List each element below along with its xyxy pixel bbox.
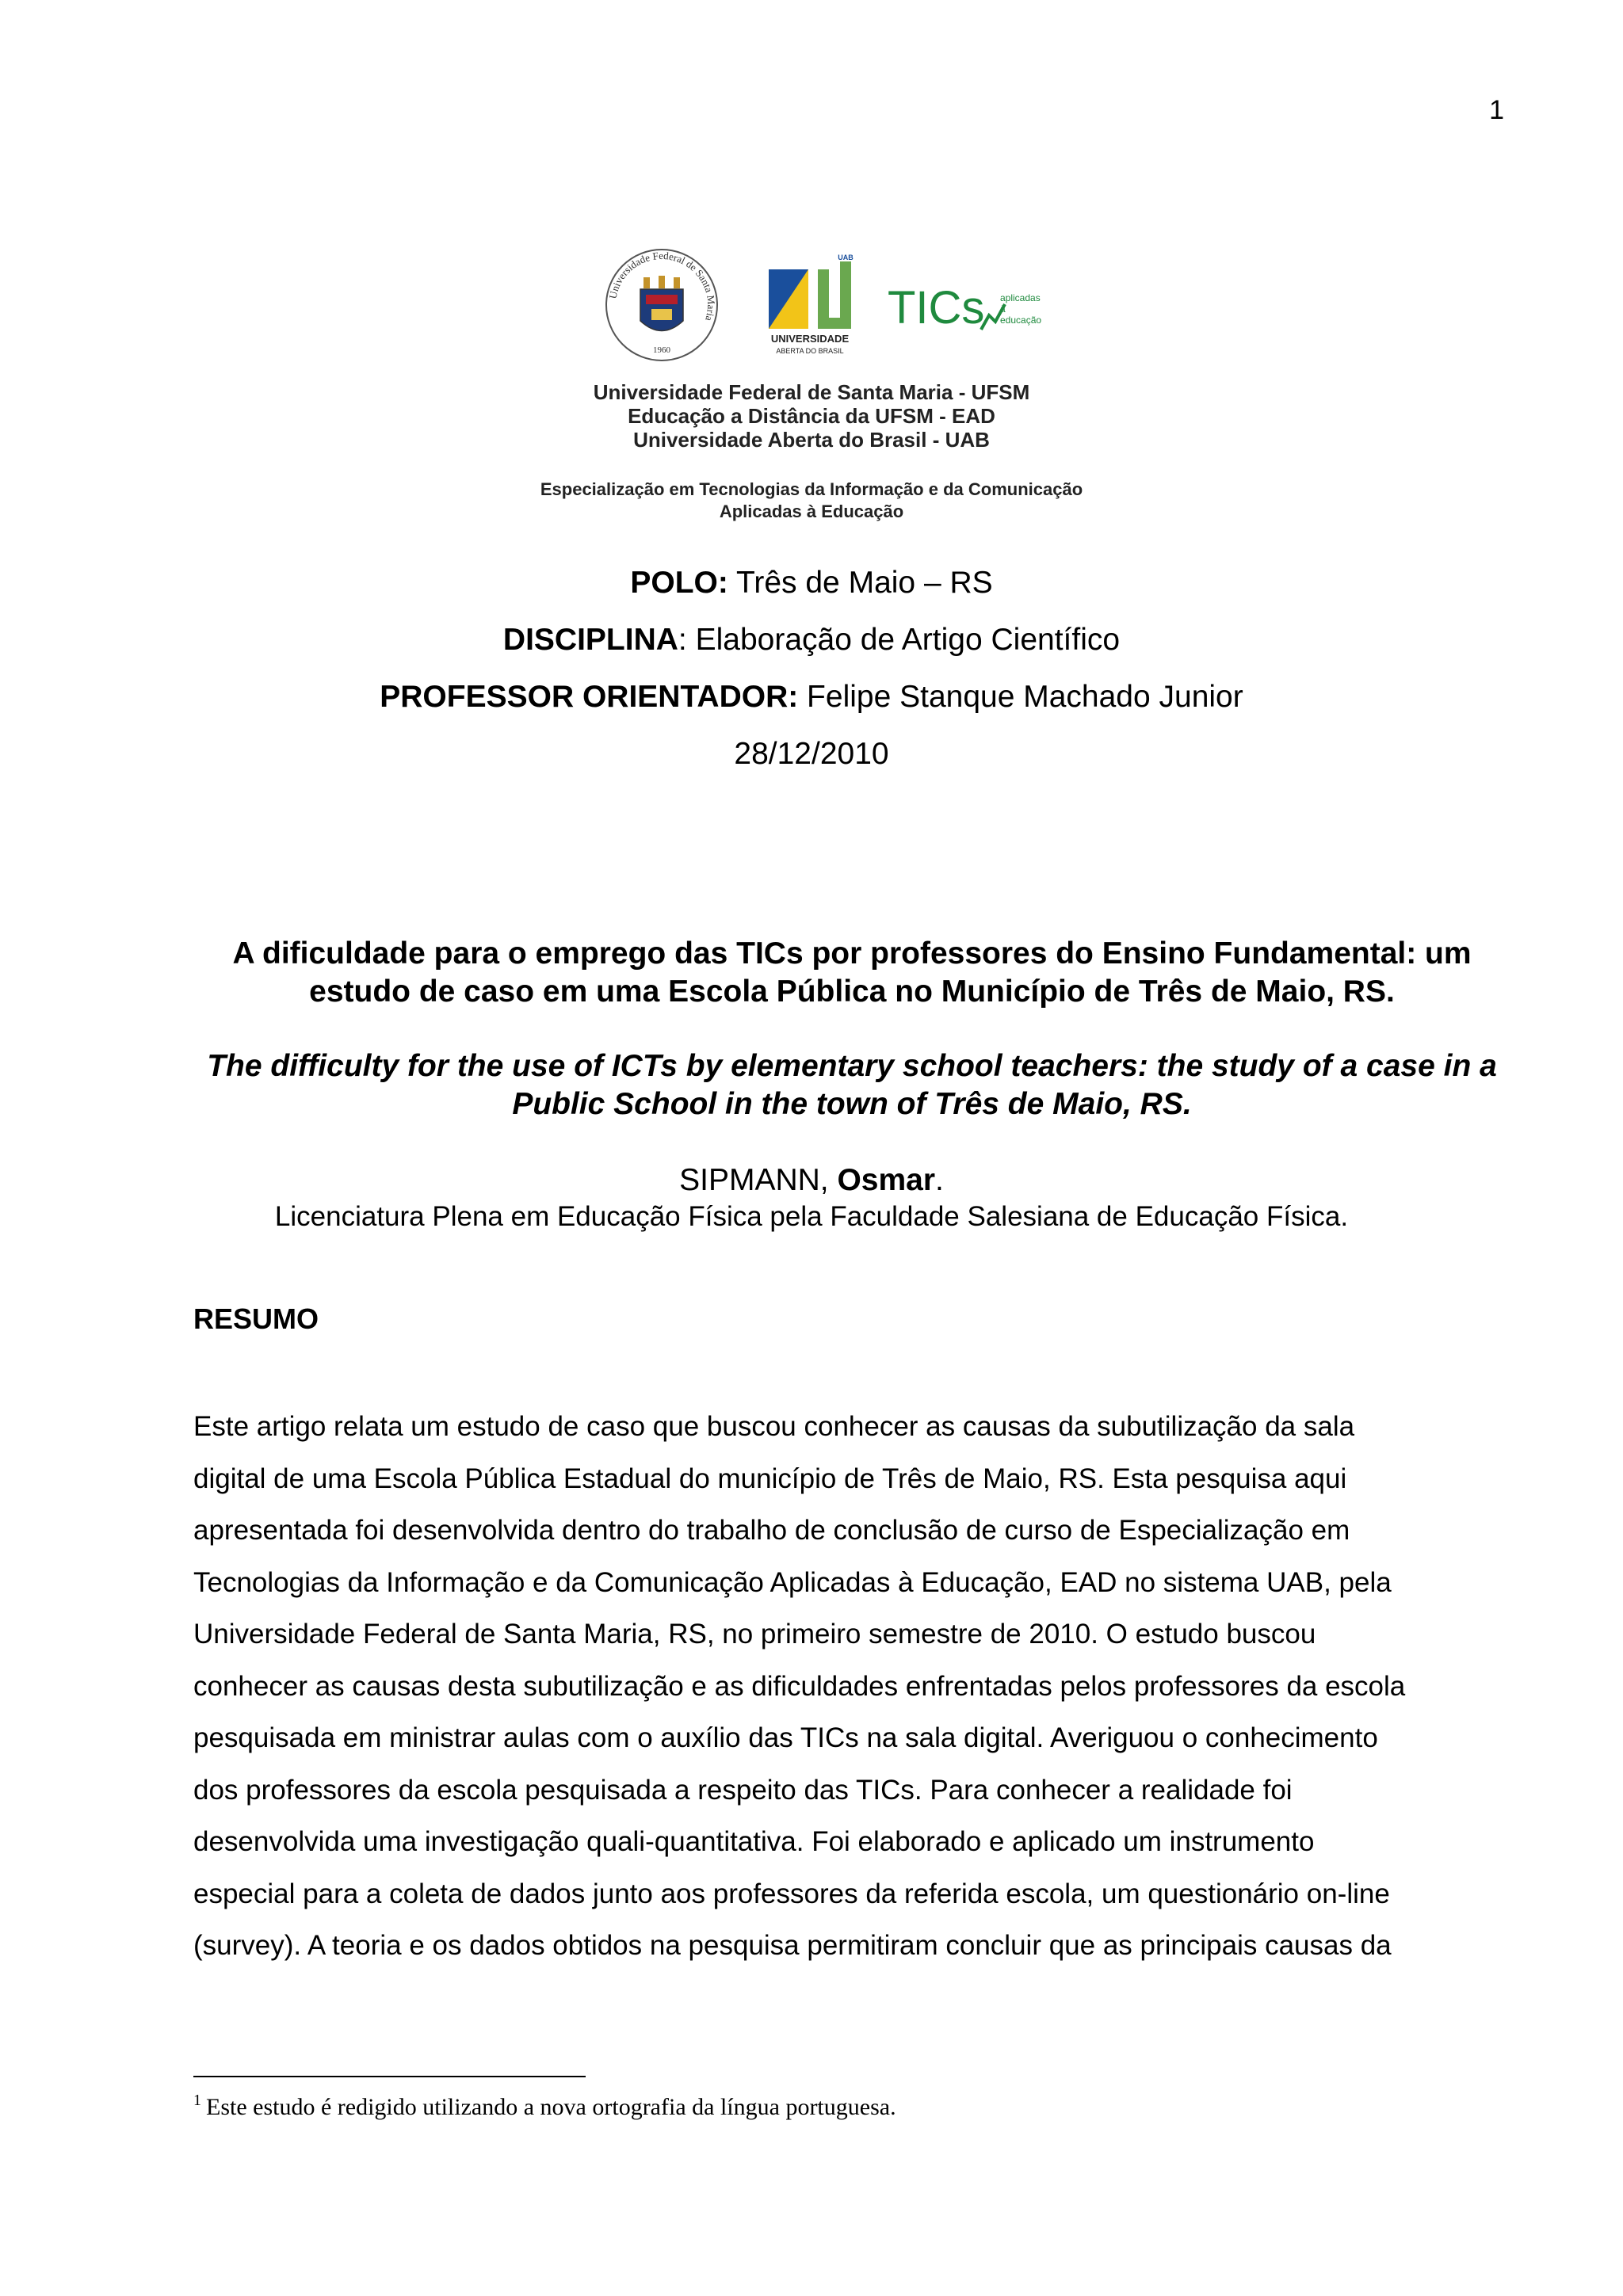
article-title-pt: A dificuldade para o emprego das TICs por professores do Ensino Fundamental: um estudo de caso em uma Escola Pública no Município de Três de Maio, RS. <box>232 936 1472 1009</box>
article-title-en: The difficulty for the use of ICTs by elementary school teachers: the study of a case in a Public School in the town of Três de Maio, RS. <box>207 1049 1497 1121</box>
abstract-line: (survey). A teoria e os dados obtidos na pesquisa permitiram concluir que as principais causas da <box>193 1930 1392 1961</box>
tics-sub-2: à <box>1000 303 1006 315</box>
logos-row <box>602 246 1046 364</box>
abstract-line: Universidade Federal de Santa Maria, RS, no primeiro semestre de 2010. O estudo buscou <box>193 1619 1316 1650</box>
abstract-line: digital de uma Escola Pública Estadual do município de Três de Maio, RS. Esta pesquisa aqui <box>193 1463 1347 1494</box>
professor-value: Felipe Stanque Machado Junior <box>798 680 1243 714</box>
page-number: 1 <box>1489 95 1504 125</box>
footnote-divider <box>193 2076 586 2077</box>
tics-sub-3: educação <box>1000 315 1042 326</box>
abstract-line: Este artigo relata um estudo de caso que buscou conhecer as causas da subutilização da sala <box>193 1411 1355 1442</box>
disciplina-label: DISCIPLINA <box>502 623 678 657</box>
author-affiliation: Licenciatura Plena em Educação Física pela Faculdade Salesiana de Educação Física. <box>274 1201 1349 1232</box>
ufsm-seal-text: Universidade Federal de Santa Maria <box>606 249 718 323</box>
institution-line-2: Educação a Distância da UFSM - EAD <box>628 404 995 428</box>
tics-logo <box>888 274 1062 345</box>
uab-mark: UAB <box>838 254 854 261</box>
author-period: . <box>935 1163 944 1197</box>
ufsm-seal-year: 1960 <box>653 345 670 355</box>
course-meta <box>0 555 1623 783</box>
resumo-heading: RESUMO <box>193 1302 319 1335</box>
institution-line-3: Universidade Aberta do Brasil - UAB <box>633 428 990 452</box>
disciplina-value: : Elaboração de Artigo Científico <box>678 623 1121 657</box>
institution-block <box>0 380 1623 452</box>
abstract-body <box>193 1401 1509 1972</box>
footnote-marker: 1 <box>193 2092 201 2109</box>
abstract-line: conhecer as causas desta subutilização e as dificuldades enfrentadas pelos professores da escola <box>193 1670 1406 1702</box>
specialization-line-2: Aplicadas à Educação <box>719 502 904 521</box>
abstract-line: pesquisada em ministrar aulas com o auxílio das TICs na sala digital. Averiguou o conhecimento <box>193 1722 1378 1753</box>
professor-line <box>0 669 1623 726</box>
date-line: 28/12/2010 <box>734 737 889 771</box>
institution-line-1: Universidade Federal de Santa Maria - UFSM <box>593 380 1030 404</box>
disciplina-line <box>0 612 1623 669</box>
footnote-text: Este estudo é redigido utilizando a nova ortografia da língua portuguesa. <box>206 2094 896 2120</box>
author-given-name: Osmar <box>837 1163 936 1197</box>
author-line <box>0 1161 1623 1199</box>
uab-caption-2: ABERTA DO BRASIL <box>776 347 844 355</box>
specialization-line-1: Especialização em Tecnologias da Informação e da Comunicação <box>540 479 1083 499</box>
abstract-line: apresentada foi desenvolvida dentro do trabalho de conclusão de curso de Especialização em <box>193 1515 1350 1546</box>
abstract-line: dos professores da escola pesquisada a respeito das TICs. Para conhecer a realidade foi <box>193 1774 1293 1806</box>
polo-line <box>0 555 1623 612</box>
tics-wordmark: TICs <box>888 282 985 334</box>
specialization-block <box>0 479 1623 523</box>
uab-logo <box>761 254 872 364</box>
abstract-line: especial para a coleta de dados junto aos professores da referida escola, um questionário on-line <box>193 1878 1390 1909</box>
abstract-line: Tecnologias da Informação e da Comunicação Aplicadas à Educação, EAD no sistema UAB, pela <box>193 1566 1392 1598</box>
professor-label: PROFESSOR ORIENTADOR: <box>380 680 799 714</box>
polo-label: POLO: <box>630 566 728 600</box>
author-surname: SIPMANN, <box>679 1163 838 1197</box>
uab-caption-1: UNIVERSIDADE <box>770 333 850 345</box>
footnote <box>193 2092 896 2121</box>
abstract-line: desenvolvida uma investigação quali-quantitativa. Foi elaborado e aplicado um instrumento <box>193 1826 1315 1857</box>
ufsm-seal-logo <box>602 246 721 364</box>
tics-sub-1: aplicadas <box>1000 292 1041 303</box>
polo-value: Três de Maio – RS <box>727 566 993 600</box>
